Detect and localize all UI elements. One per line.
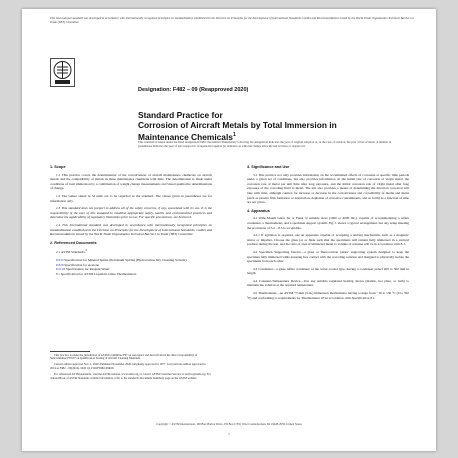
section-heading-apparatus: 4. Apparatus [247,208,270,213]
paragraph-1-2: 1.2 The values stated in SI units are to be regarded as the standard. The values given in parentheses are for information only. [50,193,212,203]
reference-text: Specification for ASTM Liquid-in-Glass Thermometers [60,271,137,276]
paragraph-4-1-1: 4.1.1 If agitation is required, use an apparatus capable of accepting a stirring mechanism, such as a magnetic stirrer or impeller. Choose the glass jar or flask such that the specimens will remain fully immersed in a vertical position during the test, and the ratio of area of immersed metal to volume of solution will be in accordance with 8.1. [247,233,409,247]
right-column [247,161,409,303]
reference-number-link[interactable]: D235 [56,258,64,263]
reference-number-link[interactable]: D1193 [56,267,66,272]
paragraph-4-2: 4.2 Specimen Supporting Device—a glass or fluorocarbon plastic supporting system designed to keep the specimen fully immersed while assuring free contact with the corroding solution and designed to physically isolate the specimens from each other. [247,249,409,264]
footnote-1-edition: Current edition approved Nov. 1, 2020. Published November 2020. Originally approved in 1977. Last previous edition approved in 2014 as F482 – 09(2014). DOI: 10.1520/F0482-09R20. [50,362,206,371]
footnote-2: For referenced ASTM standards, visit the ASTM website, www.astm.org, or contact ASTM Customer Service at service@astm.org. For Annual Book of ASTM Standards volume information, refer to the standard's Document Summary page on the ASTM website. [50,372,211,381]
copyright-line: Copyright © ASTM International, 100 Barr Harbor Drive, PO Box C700, West Conshohocken, PA 19428-2959. United States [156,422,302,426]
title-line-1: Standard Practice for [138,110,223,120]
title-line-2: Corrosion of Aircraft Metals by Total Immersion in [138,120,337,130]
paragraph-4-1: 4.1 Wide-Mouth Glass Jar or Flask of suitable sizes (1000 or 4000 mL), capable of accommodating a reflux condenser, a thermometer, and a specimen support system. Fig. 1 shows a typical arrangement, but any setup meeting the provisions of 5.2 – 8.3 is acceptable. [247,216,409,230]
reference-item[interactable] [50,272,212,277]
reference-text: Specification for Mineral Spirits (Petroleum Spirits) (Hydrocarbon Dry Cleaning Solvent) [64,258,187,263]
notice-text: This international standard was developed in accordance with internationally recognized principles on standardization established in the Decision on Principles for the Development of International Standards, Guides and Recommendations issued by the World Trade Organization Technical Barriers to Trade (TBT) Committee. [50,16,414,24]
standard-note: This standard is issued under the fixed designation F482; the number immediately following the designation indicates the year of original adoption or, in the case of revision, the year of last revision. A number in parentheses indicates the year of last reapproval. A superscript epsilon (ε) indicates an editorial change since the last revision or reapproval. [138,140,392,148]
document-page [22,9,436,451]
paragraph-1-4: 1.4 This international standard was developed in accordance with internationally recognized principles on standardization established in the Decision on Principles for the Development of International Standards, Guides and Recommendations issued by the World Trade Organization Technical Barriers to Trade (TBT) Committee. [50,222,212,237]
section-heading-significance: 3. Significance and Use [247,165,290,169]
designation: Designation: F482 – 09 (Reapproved 2020) [138,87,249,93]
footnote-1: This practice is under the jurisdiction of ASTM Committee F07 on Aerospace and Aircraft and is the direct responsibility of Subcommittee F07.07 on Qualification Testing of Aircraft Cleaning Materials. [50,352,198,361]
paragraph-4-4: 4.4 Constant-Temperature Device—Use any suitable regulated heating device (mantle, hot plate, or bath) to maintain the solution at the required temperature. [247,278,409,288]
section-heading-referenced-documents: 2. Referenced Documents [50,240,97,245]
section-heading-scope: 1. Scope [50,165,66,169]
left-column [50,161,212,276]
referenced-standards-label: 2.1 ASTM Standards: [56,250,86,255]
page-number: 1 [228,432,230,436]
paragraph-4-3: 4.3 Condenser—a glass reflux condenser of the water-cooled type, having a condenser jacket 200 to 300 mm in length. [247,266,409,276]
referenced-standards-subheading [50,248,212,255]
footnotes [50,351,212,383]
paragraph-1-1: 1.1 This practice covers the determination of the corrosiveness of aircraft maintenance chemicals on aircraft metals and the compatibility of metals in these maintenance chemicals with time. The determination is made under conditions of total immersion by a combination of weight change measurements and visual qualitative determinations of change. [50,172,212,191]
reference-text: Specification for Acetone [64,262,100,267]
reference-number-link[interactable]: D329 [56,262,64,267]
footnote-divider [50,351,90,352]
document-title [138,110,388,142]
astm-logo-icon [50,58,75,87]
reference-number-link[interactable]: E1 [56,271,60,276]
title-line-3-text: Maintenance Chemicals [138,132,233,142]
paragraph-4-5: 4.5 Thermometer—an ASTM 77-mm (3-in.) immersion thermometer having a range from −10 to 150 °C (0 to 302 °F) and conforming to requirements for Thermometer 1F in accordance with Specification E1. [247,291,409,300]
paragraph-1-3: 1.3 This standard does not purport to address all of the safety concerns, if any, associated with its use. It is the responsibility of the user of this standard to establish appropriate safety, health, and environmental practices and determine the applicability of regulatory limitations prior to use. For specific precautions, see Section 6. [50,206,212,220]
reference-text: Specification for Reagent Water [65,267,110,272]
paragraph-3-1: 3.1 This practice not only provides information on the accumulated effects of corrosion at specific time periods under a given set of conditions, but also provides information on the initial rate of corrosion of virgin metal, the corrosion rate of metal per unit time after long exposure, and the initial corrosion rate of virgin metal after long exposure of the corroding fluid to metal. The test also provides a means of determining the direction corrosion will take with time, although caution for increase or decrease in the corrosiveness and corrodibility of media and metal (such as passive film formation or destruction, depletion of corrosive contaminants, and so forth) as a function of time are not given. [247,172,409,205]
title-footnote-marker: 1 [232,132,236,138]
referenced-standards-footnote-marker: 2 [85,248,87,253]
